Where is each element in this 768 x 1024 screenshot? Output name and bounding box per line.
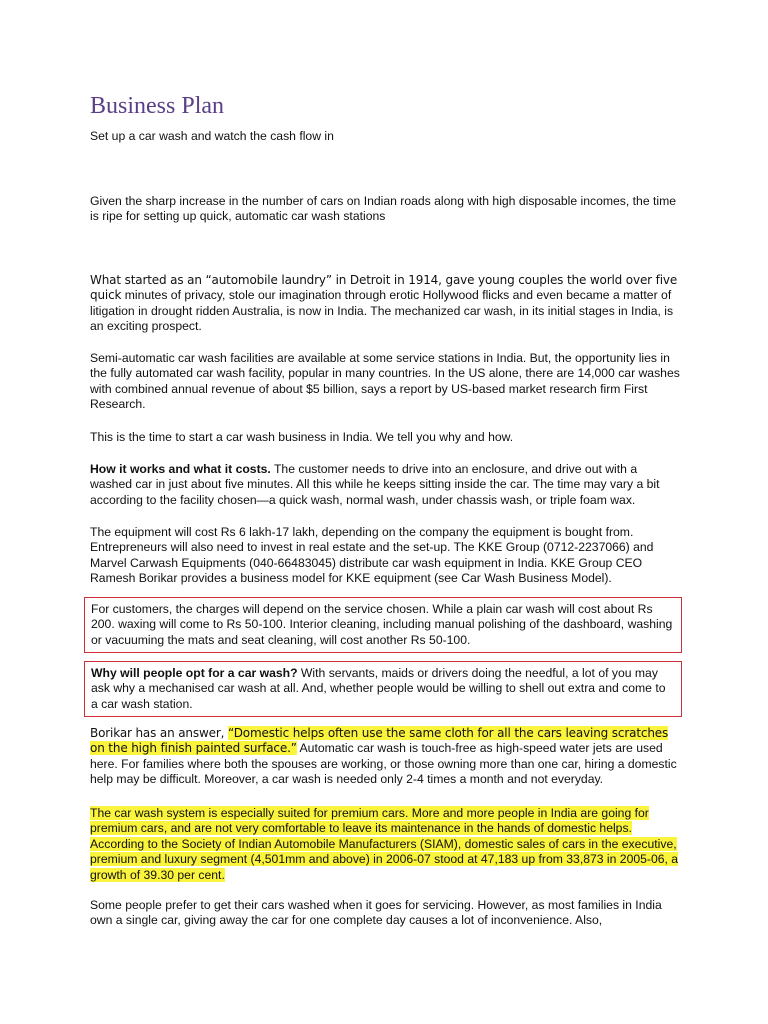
intro-paragraph: Given the sharp increase in the number of cars on Indian roads along with high disposable incomes, the time is ripe for setting up quick, automatic car wash stations: [90, 194, 677, 224]
paragraph-equipment: The equipment will cost Rs 6 lakh-17 lakh, depending on the company the equipment is bought from. Entrepreneurs will also need to invest in real estate and the set-up. The KKE Group (0712-2237066) and Marvel Carwash Equipments (040-66483045) distribute car wash equipment in India. KKE Group CEO Ramesh Borikar provides a business model for KKE equipment (see Car Wash Business Model).: [90, 525, 654, 586]
page-title: Business Plan: [90, 93, 225, 119]
highlighted-premium-cars: The car wash system is especially suited for premium cars. More and more people in India are going for premium cars, and are not very comfortable to leave its maintenance in the hands of domestic helps. According to the Society of Indian Automobile Manufacturers (SIAM), domestic sales of cars in the executive, premium and luxury segment (4,501mm and above) in 2006-07 stood at 47,183 up from 33,873 in 2005-06, a growth of 39.30 per cent.: [90, 806, 679, 882]
paragraph-history: [90, 273, 682, 335]
borikar-rest: Automatic car wash is touch-free as high-speed water jets are used here. For families where both the spouses are working, or those owning more than one car, hiring a domestic help may be difficult. Moreover, a car wash is needed only 2-4 times a month and not everyday.: [90, 741, 677, 787]
highlighted-quote: “Domestic helps often use the same cloth for all the cars leaving scratches on the high finish painted surface.”: [90, 726, 669, 756]
how-it-works-heading: How it works and what it costs.: [90, 462, 271, 476]
paragraph-how-it-works: [90, 462, 682, 508]
boxed-why-opt: [84, 661, 682, 717]
how-it-works-text: The customer needs to drive into an enclosure, and drive out with a washed car in just about five minutes. All this while he keeps sitting inside the car. The time may vary a bit according to the facility chosen—a quick wash, normal wash, under chassis wash, or triple foam wax.: [90, 462, 660, 507]
paragraph-opportunity: Semi-automatic car wash facilities are available at some service stations in India. But, the opportunity lies in the fully automated car wash facility, popular in many countries. In the US alone, there are 14,000 car washes with combined annual revenue of about $5 billion, says a report by US-based market research firm First Research.: [90, 351, 680, 412]
subtitle: Set up a car wash and watch the cash flow in: [90, 129, 334, 143]
boxed-charges: [84, 597, 682, 653]
paragraph-premium-cars: [90, 806, 682, 883]
why-opt-text: With servants, maids or drivers doing the needful, a lot of you may ask why a mechanised car wash at all. And, whether people would be willing to shell out extra and come to a car wash station.: [91, 666, 666, 711]
paragraph-servicing: Some people prefer to get their cars washed when it goes for servicing. However, as most families in India own a single car, giving away the car for one complete day causes a lot of inconvenience. Also,: [90, 898, 662, 928]
paragraph-why-how: This is the time to start a car wash business in India. We tell you why and how.: [90, 430, 514, 444]
paragraph-history-lead: What started as an “automobile laundry” in Detroit in 1914, gave young couples the world over five quick: [90, 273, 678, 303]
paragraph-borikar-answer: [90, 726, 682, 788]
charges-text: For customers, the charges will depend on the service chosen. While a plain car wash will cost about Rs 200. waxing will come to Rs 50-100. Interior cleaning, including manual polishing of the dashboard, washing or vacuuming the mats and seat cleaning, will cost another Rs 50-100.: [91, 602, 673, 647]
why-opt-heading: Why will people opt for a car wash?: [91, 666, 298, 680]
borikar-lead: Borikar has an answer,: [90, 726, 229, 740]
paragraph-history-rest: minutes of privacy, stole our imagination through erotic Hollywood flicks and even became a matter of litigation in drought ridden Australia, is now in India. The mechanized car wash, in its initial stages in India, is an exciting prospect.: [90, 288, 674, 334]
